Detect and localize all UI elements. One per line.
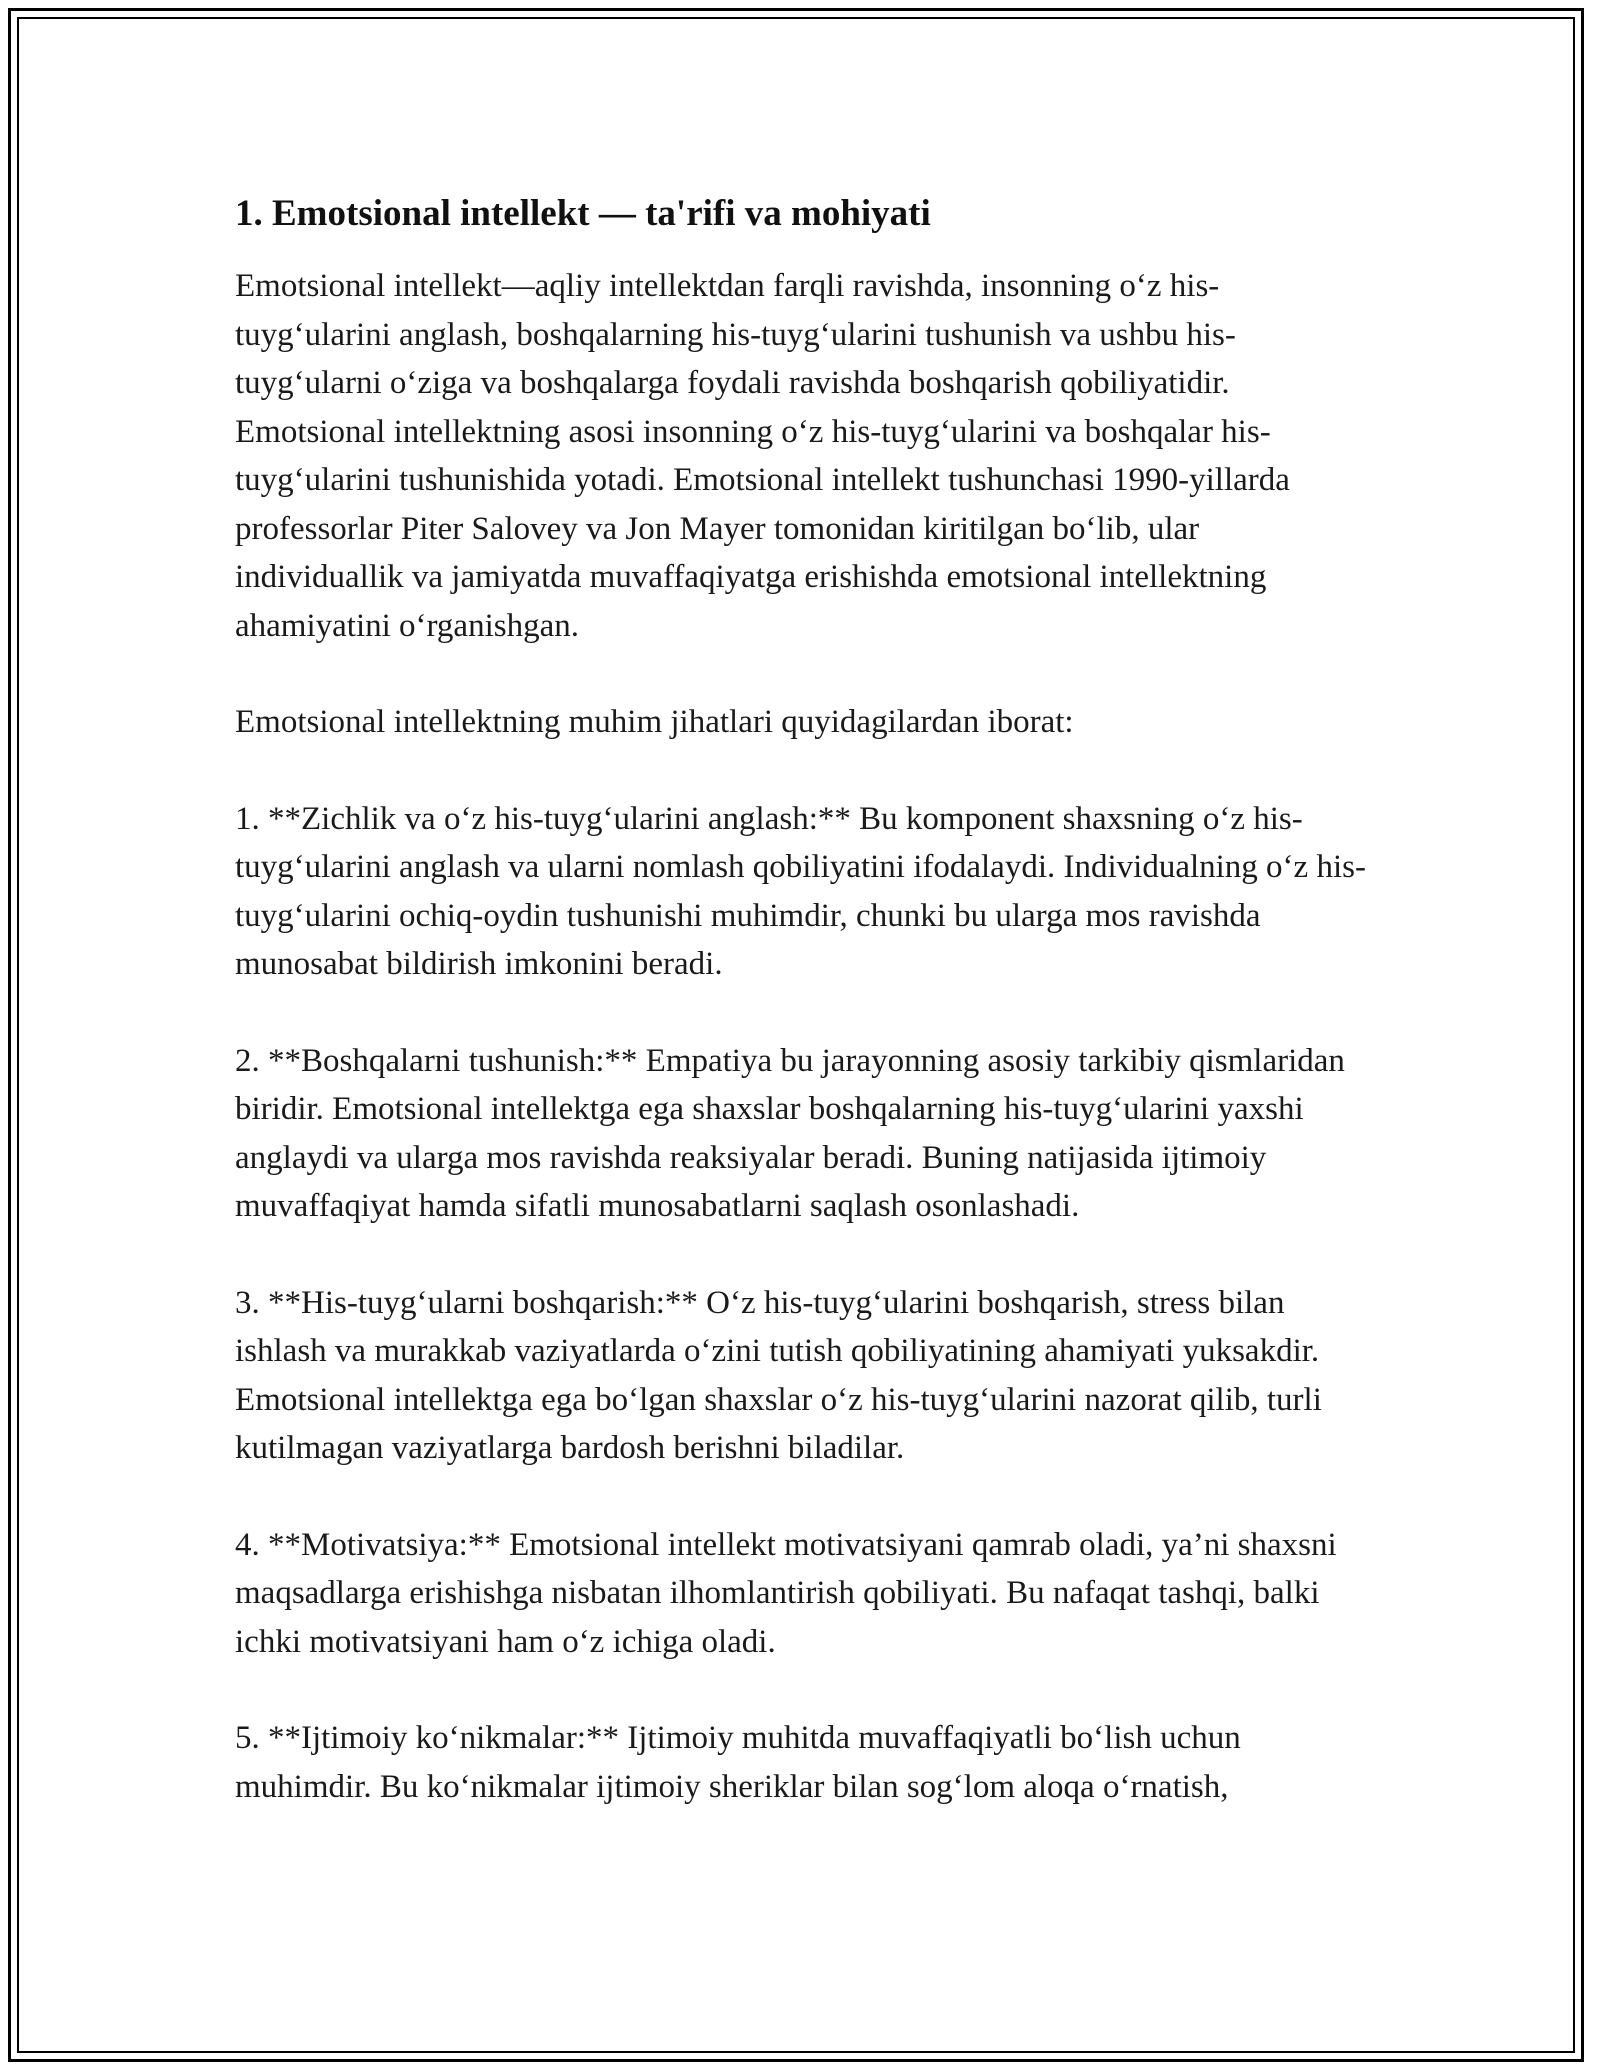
- aspect-3-paragraph: 3. **His-tuyg‘ularni boshqarish:** O‘z his-tuyg‘ularini boshqarish, stress bilan ishlash va murakkab vaziyatlarda o‘zini tutish qobiliyatining ahamiyati yuksakdir. Emotsional intellektga ega bo‘lgan shaxslar o‘z his-tuyg‘ularini nazorat qilib, turli kutilmagan vaziyatlarga bardosh berishni biladilar.: [235, 1284, 1322, 1466]
- aspect-4-paragraph: 4. **Motivatsiya:** Emotsional intellekt motivatsiyani qamrab oladi, ya’ni shaxsni maqsadlarga erishishga nisbatan ilhomlantirish qobiliyati. Bu nafaqat tashqi, balki ichki motivatsiyani ham o‘z ichiga oladi.: [235, 1526, 1337, 1660]
- aspects-intro-paragraph: Emotsional intellektning muhim jihatlari quyidagilardan iborat:: [235, 704, 1074, 740]
- aspect-2-paragraph: 2. **Boshqalarni tushunish:** Empatiya bu jarayonning asosiy tarkibiy qismlaridan biridir. Emotsional intellektga ega shaxslar boshqalarning his-tuyg‘ularini yaxshi anglaydi va ularga mos ravishda reaksiyalar beradi. Buning natijasida ijtimoiy muvaffaqiyat hamda sifatli munosabatlarni saqlash osonlashadi.: [235, 1042, 1345, 1224]
- aspect-1-paragraph: 1. **Zichlik va o‘z his-tuyg‘ularini anglash:** Bu komponent shaxsning o‘z his-tuyg‘ularini anglash va ularni nomlash qobiliyatini ifodalaydi. Individualning o‘z his-tuyg‘ularini ochiq-oydin tushunishi muhimdir, chunki bu ularga mos ravishda munosabat bildirish imkonini beradi.: [235, 800, 1366, 982]
- section-heading: 1. Emotsional intellekt — ta'rifi va mohiyati: [235, 193, 931, 234]
- intro-paragraph: Emotsional intellekt—aqliy intellektdan farqli ravishda, insonning o‘z his-tuyg‘ularini anglash, boshqalarning his-tuyg‘ularini tushunish va ushbu his-tuyg‘ularni o‘ziga va boshqalarga foydali ravishda boshqarish qobiliyatidir. Emotsional intellektning asosi insonning o‘z his-tuyg‘ularini va boshqalar his-tuyg‘ularini tushunishida yotadi. Emotsional intellekt tushunchasi 1990-yillarda professorlar Piter Salovey va Jon Mayer tomonidan kiritilgan bo‘lib, ular individuallik va jamiyatda muvaffaqiyatga erishishda emotsional intellektning ahamiyatini o‘rganishgan.: [235, 268, 1290, 644]
- document-body: [235, 188, 1375, 1859]
- aspect-5-paragraph: 5. **Ijtimoiy ko‘nikmalar:** Ijtimoiy muhitda muvaffaqiyatli bo‘lish uchun muhimdir. Bu ko‘nikmalar ijtimoiy sheriklar bilan sog‘lom aloqa o‘rnatish,: [235, 1720, 1241, 1805]
